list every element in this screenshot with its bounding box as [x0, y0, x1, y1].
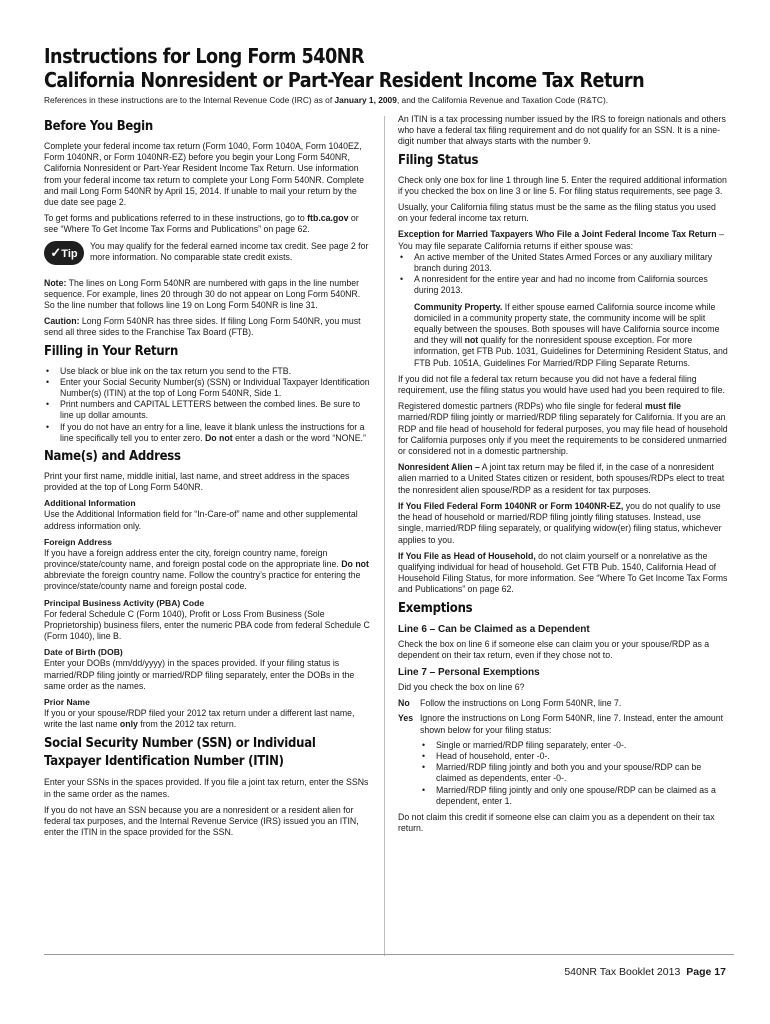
list-item: • Married/RDP filing jointly and only one spouse/RDP can be claimed as a dependent, enter 1. [420, 785, 728, 807]
answer-no-label: No [398, 698, 410, 709]
list-item-text: If you do not have an entry for a line, leave it blank unless the instructions for a line specifically tell you to enter zero. [60, 421, 365, 443]
page-footer [564, 966, 726, 978]
ssn-paragraph-1: Enter your SSNs in the spaces provided. If you file a joint tax return, enter the SSNs in the same order as the names. [44, 777, 369, 799]
heading-exemptions: Exemptions [398, 600, 473, 616]
answer-yes-label: Yes [398, 713, 414, 724]
list-item: • An active member of the United States Armed Forces or any auxiliary military branch during 2013. [398, 252, 728, 274]
answer-no-text: Follow the instructions on Long Form 540NR, line 7. [420, 698, 622, 709]
hoh-text: do not claim yourself or a nonrelative as the qualifying individual for head of household. Get FTB Pub. 1540, California Head of Household Filing Status, for more information. See “Where To Get Income Tax Forms and Publications” on page 62. [398, 550, 728, 595]
list-item: • Head of household, enter -0-. [420, 751, 728, 762]
note-paragraph [44, 278, 370, 312]
tip-badge [44, 241, 84, 265]
caution-text: Long Form 540NR has three sides. If filing Long Form 540NR, you must send all three sides to the Franchise Tax Board (FTB). [44, 316, 361, 338]
foreign-text: If you have a foreign address enter the city, foreign country name, foreign province/state/county name, and foreign postal code on the appropriate line. [44, 547, 342, 570]
alien-label: Nonresident Alien – [398, 462, 480, 473]
foreign-text-end: abbreviate the foreign country name. Follow the country’s practice for entering the province/state/county name and foreign postal code. [44, 570, 361, 592]
dob-text: Enter your DOBs (mm/dd/yyyy) in the spaces provided. If your filing status is married/RDP filing jointly or married/RDP filing separately, enter the DOBs in the same order as the names. [44, 658, 355, 691]
exception-list [398, 252, 728, 297]
additional-info-text: Use the Additional Information field for “In-Care-of” name and other supplemental address information only. [44, 509, 358, 531]
prior-emphasis: only [119, 719, 138, 730]
heading-before-you-begin: Before You Begin [44, 119, 153, 134]
list-item-text-end: enter a dash or the word “NONE.” [232, 432, 366, 443]
before-paragraph-2 [44, 213, 370, 235]
alien-text: A joint tax return may be filed if, in the case of a nonresident alien married to a United States citizen or resident, both spouses/RDPs elect to treat the nonresident alien spouse/RDP as a resident for tax purposes. [398, 462, 725, 495]
answer-yes [398, 713, 728, 735]
itin-paragraph: An ITIN is a tax processing number issued by the IRS to foreign nationals and others who have a federal tax filing requirement and do not qualify for an SSN. It is a nine-digit number that always starts with the number 9. [398, 114, 726, 147]
prior-text-end: from the 2012 tax return. [137, 719, 237, 730]
final-paragraph: Do not claim this credit if someone else can claim you as a dependent on their tax return. [398, 811, 715, 834]
rdp-text-end: married/RDP filing jointly or married/RDP filing separately for California. If you are an RDP and file head of household for federal purposes, you may file head of household for California purposes only if you meet the requirements to be considered unmarried or considered not in a domestic partnership. [398, 412, 728, 457]
before-paragraph-2-text: To get forms and publications referred to in these instructions, go to [44, 213, 308, 224]
subheading-additional-information: Additional Information [44, 498, 136, 509]
hoh-label: If You File as Head of Household, [398, 550, 536, 561]
subheading-pba-code: Principal Business Activity (PBA) Code [44, 597, 205, 608]
ssn-paragraph-2: If you do not have an SSN because you are a nonresident or a resident alien for federal tax purposes, and the Internal Revenue Service (IRS) issued you an ITIN, enter the ITIN in the space provided for the SSN. [44, 804, 359, 838]
filing-paragraph-2: Usually, your California filing status must be the same as the filing status you used on your federal income tax return. [398, 202, 716, 224]
names-paragraph: Print your first name, middle initial, last name, and street address in the spaces provided at the top of Long Form 540NR. [44, 471, 350, 493]
rdp-text: Registered domestic partners (RDPs) who file single for federal [398, 401, 646, 412]
subheading-line-6: Line 6 – Can be Claimed as a Dependent [398, 623, 590, 635]
tip-text: You may qualify for the federal earned income tax credit. See page 2 for more information. No comparable state credit exists. [90, 240, 369, 262]
subheading-date-of-birth: Date of Birth (DOB) [44, 647, 123, 658]
community-text: If either spouse earned California source income while domiciled in a community property state, the community income will be split equally between the spouses. Both spouses will have California source income and they will [414, 301, 720, 346]
list-item [44, 422, 370, 444]
head-of-household-paragraph [398, 551, 728, 596]
note-text: The lines on Long Form 540NR are numbered with gaps in the line number sequence. For example, lines 20 through 30 do not appear on Long Form 540NR. So the line number that follows line 19 on Long Form 540NR is line 31. [44, 277, 361, 311]
line-6-text: Check the box on line 6 if someone else can claim you or your spouse/RDP as a dependent on their tax return, even if they chose not to. [398, 638, 710, 660]
references-note [44, 95, 734, 106]
page-title-line-2: California Nonresident or Part-Year Resident Income Tax Return [44, 68, 645, 92]
foreign-address-text [44, 548, 370, 593]
heading-filing-status: Filing Status [398, 152, 479, 168]
before-paragraph-2-end: or see “Where To Get Income Tax Forms and Publications” on page 62. [44, 213, 359, 235]
subheading-prior-name: Prior Name [44, 696, 90, 707]
page-title-line-1: Instructions for Long Form 540NR [44, 44, 365, 68]
f1040nr-label: If You Filed Federal Form 1040NR or Form 1040NR-EZ, [398, 500, 624, 511]
list-item: • A nonresident for the entire year and had no income from California sources during 2013. [398, 274, 728, 296]
references-text-end: , and the California Revenue and Taxation Code (R&TC). [396, 95, 609, 105]
heading-names-and-address: Name(s) and Address [44, 449, 181, 465]
answer-yes-text: Ignore the instructions on Long Form 540NR, line 7. Instead, enter the amount shown below for your filing status: [420, 713, 724, 735]
f1040nr-text: you do not qualify to use the head of household or married/RDP filing jointly filing statuses. Instead, use single, married/RDP filing separately, or qualifying widow(er) filing status, whichever applies to you. [398, 500, 722, 545]
form-1040nr-paragraph [398, 501, 728, 546]
answer-no [398, 698, 728, 709]
tip-box [44, 241, 370, 269]
references-text: References in these instructions are to the Internal Revenue Code (IRC) as of [44, 95, 335, 105]
community-label: Community Property. [414, 301, 503, 312]
rdp-emphasis: must file [645, 401, 682, 412]
list-item: • Married/RDP filing jointly and both you and your spouse/RDP can be claimed as dependents, enter -0-. [420, 762, 728, 784]
page-number: Page 17 [686, 966, 726, 978]
subheading-line-7: Line 7 – Personal Exemptions [398, 666, 540, 678]
list-item: • Print numbers and CAPITAL LETTERS between the combed lines. Be sure to line up dollar amounts. [44, 399, 370, 421]
caution-label: Caution: [44, 316, 80, 327]
list-item: • Use black or blue ink on the tax return you send to the FTB. [44, 366, 370, 377]
filling-list [44, 366, 370, 444]
exception-paragraph [398, 229, 728, 251]
exception-label: Exception for Married Taxpayers Who File a Joint Federal Income Tax Return [398, 229, 717, 240]
checkmark-icon: ✓ [50, 244, 62, 260]
left-column [44, 116, 370, 843]
note-label: Note: [44, 277, 67, 288]
prior-text: If you or your spouse/RDP filed your 2012 tax return under a different last name, write the last name [44, 707, 355, 730]
footer-divider [44, 954, 734, 955]
before-paragraph-1: Complete your federal income tax return (Form 1040, Form 1040A, Form 1040EZ, Form 1040NR, or Form 1040NR-EZ) before you begin your Long Form 540NR, California Nonresident or Part-Year Resident Income Tax Return. Use information from your federal income tax return to complete your Long Form 540NR. Complete and mail Long Form 540NR by April 15, 2014. If unable to mail your return by the due date see page 2. [44, 141, 365, 208]
community-text-end: qualify for the nonresident spouse exception. For more information, get FTB Pub. 1031, Guidelines for Determining Resident Status, and FTB Pub. 1051A, Guidelines For Married/RDP Filing Separate Returns. [414, 335, 728, 368]
community-property-paragraph [398, 302, 728, 369]
filing-paragraph-1: Check only one box for line 1 through line 5. Enter the required additional information if you checked the box on line 3 or line 5. For filing status requirements, see page 3. [398, 174, 727, 196]
subheading-foreign-address: Foreign Address [44, 536, 112, 547]
yes-amount-list [398, 740, 728, 807]
nonresident-alien-paragraph [398, 462, 728, 496]
pba-text: For federal Schedule C (Form 1040), Profit or Loss From Business (Sole Proprietorship) business filers, enter the numeric PBA code from federal Schedule C (Form 1040), line B. [44, 608, 370, 642]
no-federal-return-paragraph: If you did not file a federal tax return because you did not have a federal filing requirement, use the filing status you would have used had you been required to file. [398, 373, 725, 396]
ftb-website-link[interactable]: ftb.ca.gov [307, 213, 349, 224]
tip-label: Tip [61, 247, 78, 260]
list-item: • Enter your Social Security Number(s) (SSN) or Individual Taxpayer Identification Number(s) (ITIN) at the top of Long Form 540NR, Side 1. [44, 377, 370, 399]
list-item: • Single or married/RDP filing separately, enter -0-. [420, 740, 728, 751]
column-divider [384, 116, 385, 956]
heading-ssn-itin: Social Security Number (SSN) or Individual Taxpayer Identification Number (ITIN) [44, 736, 316, 770]
page-header [44, 44, 734, 106]
community-emphasis: not [464, 335, 479, 346]
right-column [398, 114, 728, 839]
line-7-question: Did you check the box on line 6? [398, 681, 525, 692]
foreign-emphasis: Do not [341, 559, 369, 570]
list-item-emphasis: Do not [204, 432, 233, 443]
exception-text: – You may file separate California returns if either spouse was: [398, 229, 724, 251]
heading-filling-in-your-return: Filling in Your Return [44, 343, 179, 359]
caution-paragraph [44, 316, 370, 338]
references-date: January 1, 2009 [334, 95, 397, 105]
rdp-paragraph [398, 401, 728, 457]
booklet-label: 540NR Tax Booklet 2013 [564, 966, 681, 978]
prior-name-text [44, 708, 370, 730]
